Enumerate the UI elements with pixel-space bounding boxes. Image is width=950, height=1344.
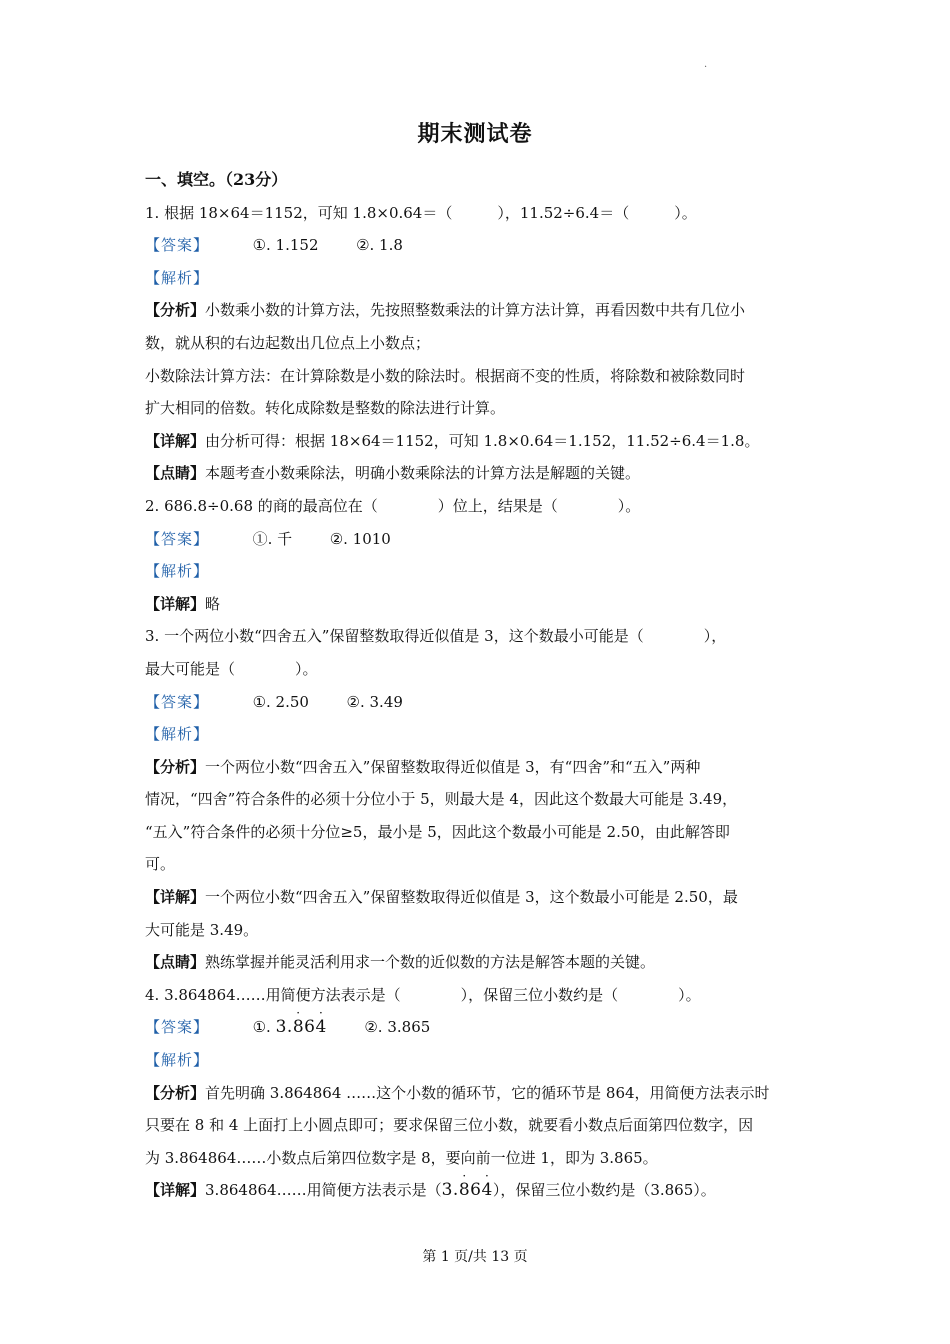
q4-fenxi-1 (145, 1077, 810, 1110)
answer-3-1: ①. 2.50 (252, 692, 309, 711)
q1-fenxi-4: 扩大相同的倍数。转化成除数是整数的除法进行计算。 (145, 399, 506, 418)
q3-fenxi-4: 可。 (145, 855, 176, 874)
q1-xiangjie-text: 由分析可得：根据 18×64＝1152，可知 1.8×0.64＝1.152，11.52÷6.4＝1.8。 (205, 431, 760, 450)
dianjing-tag: 【点睛】 (145, 464, 206, 483)
answer-1-1: ①. 1.152 (252, 236, 319, 255)
q3-fenxi-text-1: 一个两位小数“四舍五入”保留整数取得近似值是 3，有“四舍”和“五入”两种 (205, 757, 701, 776)
page-footer: 第 1 页/共 13 页 (422, 1249, 528, 1265)
q3-dianjing-text: 熟练掌握并能灵活利用求一个数的近似数的方法是解答本题的关键。 (205, 953, 656, 972)
q3-xiangjie-1 (145, 881, 810, 914)
question-2: 2. 686.8÷0.68 的商的最高位在（ ）位上，结果是（ ）。 (145, 496, 641, 515)
fenxi-tag: 【分析】 (145, 757, 206, 776)
question-4: 4. 3.864864……用简便方法表示是（ ），保留三位小数约是（ ）。 (145, 985, 701, 1004)
recurring-digit-8 (458, 1169, 471, 1207)
q1-dianjing-text: 本题考查小数乘除法，明确小数乘除法的计算方法是解题的关键。 (205, 464, 641, 483)
recurring-decimal (441, 1169, 493, 1201)
recurring-dot: · (484, 1169, 490, 1184)
q1-fenxi-2: 数，就从积的右边起数出几位点上小数点； (145, 333, 431, 352)
q3-xiangjie-text-1: 一个两位小数“四舍五入”保留整数取得近似值是 3，这个数最小可能是 2.50，最 (205, 888, 738, 907)
recurring-dot: · (318, 1006, 324, 1021)
document-body (145, 164, 810, 1207)
digit: 8 (292, 1017, 305, 1038)
q4-xiangjie (145, 1169, 810, 1207)
xiangjie-tag: 【详解】 (145, 431, 206, 450)
q4-fenxi-text-1: 首先明确 3.864864 ……这个小数的循环节，它的循环节是 864，用简便方法表示时 (205, 1083, 770, 1102)
q2-xiangjie-text: 略 (205, 594, 221, 613)
q1-dianjing (145, 457, 810, 490)
recurring-digit-4 (481, 1169, 493, 1207)
q3-fenxi-2: 情况，“四舍”符合条件的必须十分位小于 5，则最大是 4，因此这个数最大可能是 3.49， (145, 790, 738, 809)
q3-fenxi-1 (145, 751, 810, 784)
question-3-line-1: 3. 一个两位小数“四舍五入”保留整数取得近似值是 3，这个数最小可能是（ ）， (145, 627, 727, 646)
q1-xiangjie (145, 425, 810, 458)
answer-line-4 (145, 1006, 810, 1044)
recurring-digit-4 (315, 1006, 327, 1044)
q4-xiangjie-text-2: ），保留三位小数约是（3.865）。 (492, 1181, 716, 1200)
answer-tag: 【答案】 (145, 529, 210, 548)
recurring-prefix: 3. (275, 1017, 293, 1038)
recurring-dot: · (462, 1169, 467, 1184)
recurring-digit-8 (292, 1006, 305, 1044)
answer-2-1: ①. 千 (252, 529, 293, 548)
answer-line-2 (145, 523, 810, 556)
analysis-tag: 【解析】 (145, 562, 210, 581)
dianjing-tag: 【点睛】 (145, 953, 206, 972)
xiangjie-tag: 【详解】 (145, 888, 206, 907)
question-3-line-2: 最大可能是（ ）。 (145, 659, 318, 678)
answer-4-1 (252, 1006, 327, 1044)
q2-xiangjie (145, 588, 810, 621)
q4-fenxi-2: 只要在 8 和 4 上面打上小圆点即可；要求保留三位小数，就要看小数点后面第四位数字，因 (145, 1116, 754, 1135)
answer-line-3 (145, 686, 810, 719)
analysis-tag: 【解析】 (145, 268, 210, 287)
q1-fenxi-3: 小数除法计算方法：在计算除数是小数的除法时。根据商不变的性质，将除数和被除数同时 (145, 366, 746, 385)
answer-tag: 【答案】 (145, 236, 210, 255)
answer-1-2: ②. 1.8 (356, 236, 403, 255)
q1-fenxi-text-1: 小数乘小数的计算方法，先按照整数乘法的计算方法计算，再看因数中共有几位小 (205, 301, 746, 320)
xiangjie-tag: 【详解】 (145, 594, 206, 613)
q1-fenxi-1 (145, 294, 810, 327)
q3-dianjing (145, 946, 810, 979)
answer-3-2: ②. 3.49 (346, 692, 403, 711)
fenxi-tag: 【分析】 (145, 301, 206, 320)
fenxi-tag: 【分析】 (145, 1083, 206, 1102)
answer-2-2: ②. 1010 (329, 529, 391, 548)
recurring-prefix: 3. (441, 1180, 459, 1201)
question-1: 1. 根据 18×64＝1152，可知 1.8×0.64＝（ ），11.52÷6.4＝（ ）。 (145, 203, 697, 222)
q3-xiangjie-2: 大可能是 3.49。 (145, 920, 259, 939)
answer-line-1 (145, 229, 810, 262)
page-title: 期末测试卷 (417, 121, 533, 147)
answer-4-1-label: ①. (252, 1018, 271, 1037)
analysis-tag: 【解析】 (145, 1051, 210, 1070)
answer-tag: 【答案】 (145, 1018, 210, 1037)
analysis-tag: 【解析】 (145, 725, 210, 744)
section-heading: 一、填空。（23分） (145, 170, 288, 189)
recurring-decimal (275, 1006, 327, 1038)
recurring-digit-6: 6 (470, 1180, 482, 1201)
digit: 4 (315, 1017, 327, 1038)
recurring-dot: · (296, 1006, 301, 1021)
answer-tag: 【答案】 (145, 692, 210, 711)
q4-fenxi-3: 为 3.864864……小数点后第四位数字是 8，要向前一位进 1，即为 3.865。 (145, 1148, 658, 1167)
digit: 8 (458, 1180, 471, 1201)
recurring-digit-6: 6 (304, 1017, 316, 1038)
digit: 4 (481, 1180, 493, 1201)
xiangjie-tag: 【详解】 (145, 1181, 206, 1200)
corner-mark: · (704, 62, 708, 73)
q3-fenxi-3: “五入”符合条件的必须十分位≥5，最小是 5，因此这个数最小可能是 2.50，由此解答即 (145, 822, 730, 841)
answer-4-2: ②. 3.865 (364, 1018, 431, 1037)
q4-xiangjie-text-1: 3.864864……用简便方法表示是（ (205, 1181, 442, 1200)
